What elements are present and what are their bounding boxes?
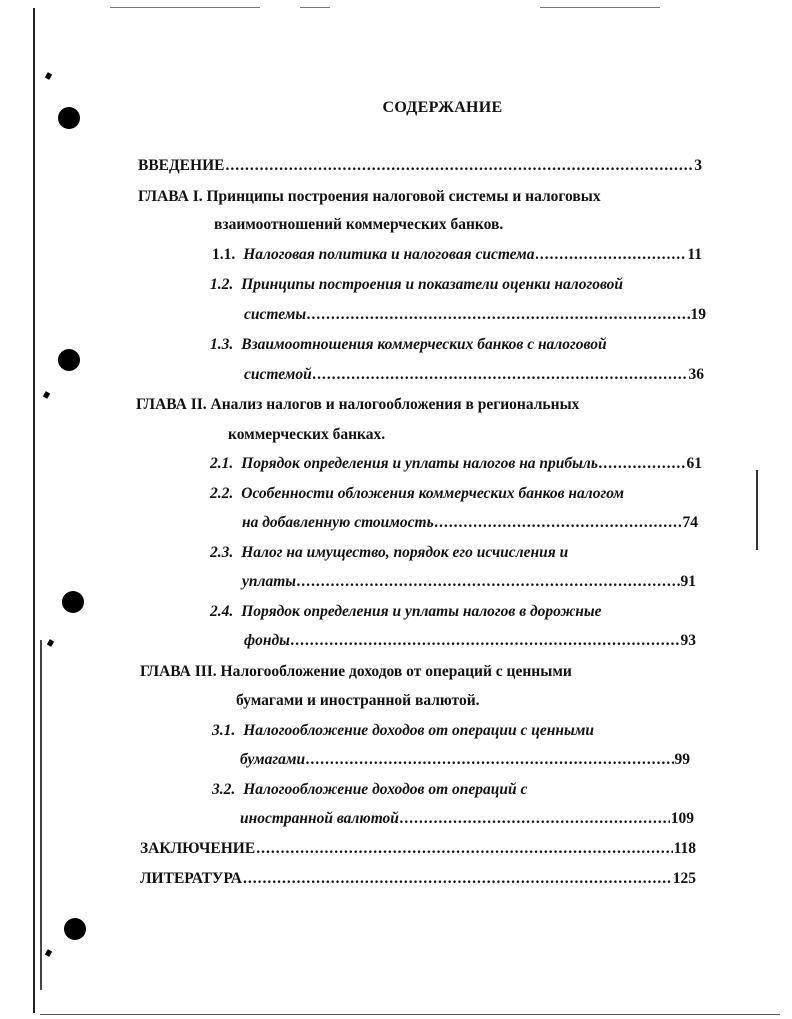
scan-margin-line (33, 8, 35, 1013)
scan-bottom-rule (40, 1014, 780, 1015)
toc-page-number: 19 (690, 306, 706, 323)
toc-leader-dots (297, 572, 679, 592)
toc-leader-dots (313, 365, 688, 385)
toc-entry-3-1-line1 (212, 721, 594, 741)
toc-leader-dots (536, 245, 687, 265)
toc-entry-2-2 (242, 513, 698, 533)
toc-entry-1-1 (212, 245, 702, 265)
toc-entry-1-2 (244, 305, 706, 325)
toc-leader-dots (243, 869, 672, 889)
toc-section-number: 1.2. (210, 276, 234, 293)
toc-section-number: 1.1. (212, 246, 236, 263)
toc-label: системы (244, 306, 307, 323)
toc-section-number: 2.4. (210, 603, 234, 620)
scan-top-rule (540, 7, 660, 8)
toc-section-number: 2.1. (210, 455, 234, 472)
toc-label: на добавленную стоимость (242, 514, 434, 531)
toc-label-line1: Порядок определения и уплаты налогов в дорожные (241, 603, 602, 620)
toc-section-number: 3.2. (212, 781, 236, 798)
toc-section-number: 3.1. (212, 722, 236, 739)
toc-label: фонды (244, 632, 290, 649)
toc-page-number: 99 (674, 751, 690, 768)
toc-entry-1-3-line1 (210, 335, 607, 355)
toc-leader-dots (225, 156, 693, 176)
toc-section-number: 2.3. (210, 544, 234, 561)
punch-hole (62, 591, 84, 613)
toc-label-line1: Налогообложение доходов от операции с ценными (243, 722, 594, 739)
toc-entry-2-4 (244, 631, 696, 651)
toc-page-number: 109 (670, 810, 694, 827)
toc-chapter-1-line1: ГЛАВА I. Принципы построения налоговой системы и налоговых (138, 188, 601, 205)
toc-entry-2-3 (242, 572, 696, 592)
toc-leader-dots (435, 513, 682, 533)
toc-entry-intro (138, 156, 702, 176)
toc-label: ЛИТЕРАТУРА (140, 870, 242, 887)
toc-page-number: 118 (673, 840, 696, 857)
toc-entry-2-3-line1 (210, 543, 568, 563)
toc-page-number: 74 (682, 514, 698, 531)
toc-entry-2-2-line1 (210, 484, 624, 504)
toc-page-number: 93 (680, 632, 696, 649)
toc-section-number: 1.3. (210, 336, 234, 353)
toc-entry-3-1 (240, 750, 690, 770)
toc-entry-1-3 (244, 365, 704, 385)
toc-label-line1: Налог на имущество, порядок его исчисления и (241, 544, 569, 561)
scan-speck (45, 949, 52, 957)
punch-hole (58, 349, 80, 371)
scan-speck (43, 391, 50, 399)
toc-label: ЗАКЛЮЧЕНИЕ (140, 840, 256, 857)
toc-chapter-2-line1: ГЛАВА II. Анализ налогов и налогообложения в региональных (136, 396, 580, 413)
toc-leader-dots (400, 809, 670, 829)
toc-entry-3-2-line1 (212, 780, 527, 800)
toc-page-number: 3 (694, 157, 702, 174)
toc-page-number: 61 (686, 455, 702, 472)
toc-leader-dots (291, 631, 680, 651)
page-title: СОДЕРЖАНИЕ (382, 99, 503, 116)
toc-label-line1: Особенности обложения коммерческих банков налогом (241, 485, 624, 502)
toc-leader-dots (599, 454, 686, 474)
toc-label: уплаты (242, 573, 297, 590)
toc-section-number: 2.2. (210, 485, 234, 502)
toc-chapter-3-line1: ГЛАВА III. Налогообложение доходов от операций с ценными (140, 663, 572, 680)
toc-entry-3-2 (240, 809, 694, 829)
toc-label: бумагами (240, 751, 306, 768)
toc-page-number: 36 (688, 366, 704, 383)
toc-chapter-3-line2: бумагами и иностранной валютой. (236, 692, 480, 709)
toc-leader-dots (306, 750, 673, 770)
toc-entry-2-4-line1 (210, 602, 602, 622)
toc-page-number: 125 (672, 870, 696, 887)
toc-chapter-2-line2: коммерческих банках. (228, 426, 386, 443)
toc-label: системой (244, 366, 312, 383)
toc-entry-2-1 (210, 454, 702, 474)
toc-page-number: 91 (680, 573, 696, 590)
toc-entry-conclusion (140, 839, 696, 859)
scan-speck (45, 72, 52, 80)
scan-right-mark (756, 470, 758, 550)
toc-leader-dots (256, 839, 672, 859)
toc-label-line1: Взаимоотношения коммерческих банков с налоговой (241, 336, 607, 353)
toc-chapter-1-line2: взаимоотношений коммерческих банков. (214, 216, 504, 233)
scan-margin-line-secondary (40, 640, 42, 990)
toc-entry-1-2-line1 (210, 275, 623, 295)
toc-label: Порядок определения и уплаты налогов на прибыль (241, 455, 598, 472)
toc-label: ВВЕДЕНИЕ (138, 157, 225, 174)
punch-hole (64, 918, 86, 940)
scan-top-rule (300, 7, 330, 8)
toc-leader-dots (307, 305, 689, 325)
toc-label: иностранной валютой (240, 810, 399, 827)
toc-page-number: 11 (687, 246, 702, 263)
scan-top-rule (110, 7, 260, 8)
toc-label-line1: Принципы построения и показатели оценки налоговой (241, 276, 624, 293)
toc-label-line1: Налогообложение доходов от операций с (243, 781, 528, 798)
scan-speck (47, 639, 54, 647)
toc-label: Налоговая политика и налоговая система (243, 246, 535, 263)
toc-entry-literature (140, 869, 696, 889)
